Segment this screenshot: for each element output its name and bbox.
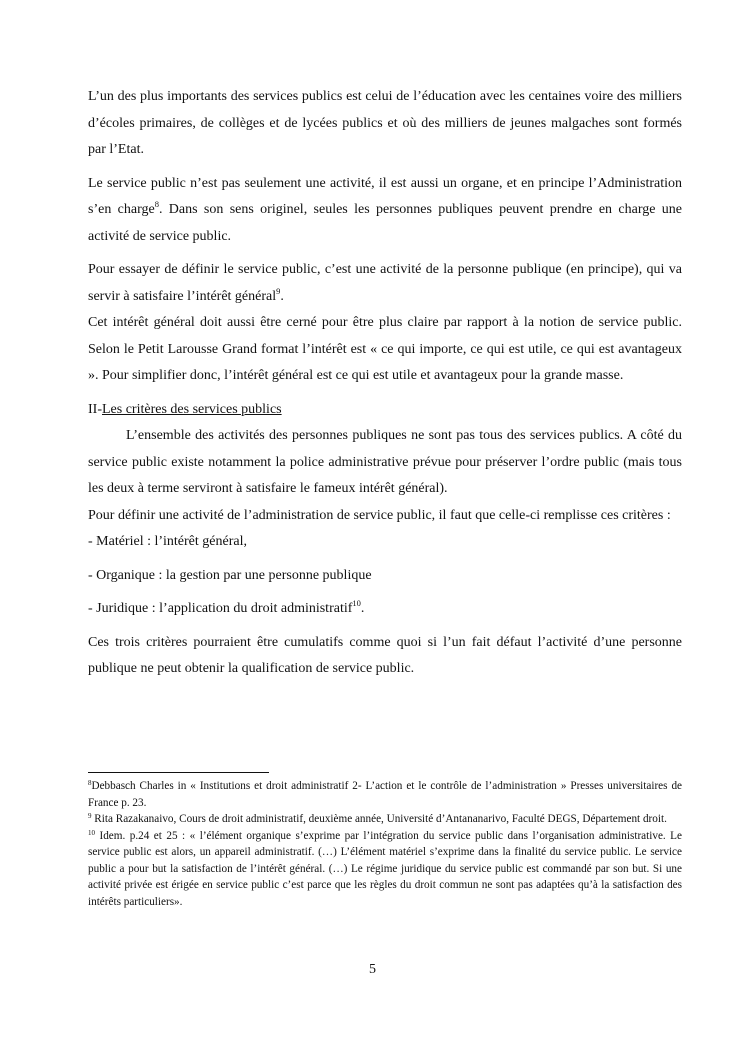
footnote-ref-8[interactable]: 8 xyxy=(154,199,159,209)
paragraph-organe xyxy=(88,171,682,251)
section-heading xyxy=(88,397,682,424)
footnote-number: 8 xyxy=(88,779,92,787)
paragraph-police-administrative: L’ensemble des activités des personnes publiques ne sont pas tous des services publics. A côté du service public existe notamment la police administrative prévue pour préserver l’ordre public (mais tous les deux à terme serviront à satisfaire le fameux intérêt général). xyxy=(88,428,682,496)
footnote-10 xyxy=(88,828,682,911)
paragraph-criteres-intro: Pour définir une activité de l’administration de service public, il faut que celle-ci remplisse ces critères : xyxy=(88,507,671,523)
footnote-text: Debbasch Charles in « Institutions et droit administratif 2- L’action et le contrôle de l’administration » Presses universitaires de France p. 23. xyxy=(88,780,682,809)
footnote-9 xyxy=(88,811,682,828)
section-heading-title: Les critères des services publics xyxy=(102,401,282,417)
paragraph-education: L’un des plus importants des services publics est celui de l’éducation avec les centaines voire des milliers d’écoles primaires, de collèges et de lycées publics et où des milliers de jeunes malgaches sont formés par l’Etat. xyxy=(88,89,682,157)
criterion-organique: - Organique : la gestion par une personne publique xyxy=(88,567,372,583)
footnote-text: Idem. p.24 et 25 : « l’élément organique s’exprime par l’intégration du service public dans l’organisation administrative. Le service public est alors, un appareil administratif. (…) L’élément matériel s’exprime dans la finalité du service public. Le service public a pour but la satisfaction de l’intérêt général. (…) Le régime juridique du service public est commandé par son but. Si une activité privée est érigée en service public c’est parce que les règles du droit commun ne sont pas adaptées qu’à la satisfaction des intérêts particuliers». xyxy=(88,829,682,908)
footnote-text: Rita Razakanaivo, Cours de droit administratif, deuxième année, Université d’Antananarivo, Faculté DEGS, Département droit. xyxy=(91,813,667,825)
footnote-ref-10[interactable]: 10 xyxy=(352,598,361,608)
criterion-materiel: - Matériel : l’intérêt général, xyxy=(88,534,247,549)
paragraph-organe-text-a: Le service public n’est pas seulement une activité, il est aussi un organe, et en principe l’Administration s’en charge xyxy=(88,175,682,217)
criterion-juridique-end: . xyxy=(360,601,365,616)
paragraph-interet-general: Cet intérêt général doit aussi être cerné pour être plus claire par rapport à la notion de service public. Selon le Petit Larousse Grand format l’intérêt est « ce qui importe, ce qui est utile, ce qui est avantageux ». Pour simplifier donc, l’intérêt général est ce qui est utile et avantageux pour la grande masse. xyxy=(88,315,682,383)
paragraph-definition-text-b: . xyxy=(280,288,284,304)
paragraph-definition-text-a: Pour essayer de définir le service public, c’est une activité de la personne publique (en principe), qui va servir à satisfaire l’intérêt général xyxy=(88,262,682,304)
footnote-number: 10 xyxy=(88,828,95,837)
footnote-divider xyxy=(88,772,269,773)
document-body xyxy=(88,84,682,683)
paragraph-organe-text-b: . Dans son sens originel, seules les personnes publiques peuvent prendre en charge une activité de service public. xyxy=(88,202,682,244)
paragraph-cumulatifs: Ces trois critères pourraient être cumulatifs comme quoi si l’un fait défaut l’activité d’une personne publique ne peut obtenir la qualification de service public. xyxy=(88,634,682,676)
footnote-number: 9 xyxy=(88,812,92,820)
criterion-juridique xyxy=(88,596,682,623)
footnotes xyxy=(88,772,682,910)
criterion-juridique-text: - Juridique : l’application du droit administratif xyxy=(88,601,353,616)
page-number: 5 xyxy=(369,962,376,977)
footnote-8 xyxy=(88,778,682,811)
paragraph-definition xyxy=(88,257,682,310)
section-heading-prefix: II- xyxy=(88,401,102,417)
footnote-ref-9[interactable]: 9 xyxy=(276,285,281,296)
